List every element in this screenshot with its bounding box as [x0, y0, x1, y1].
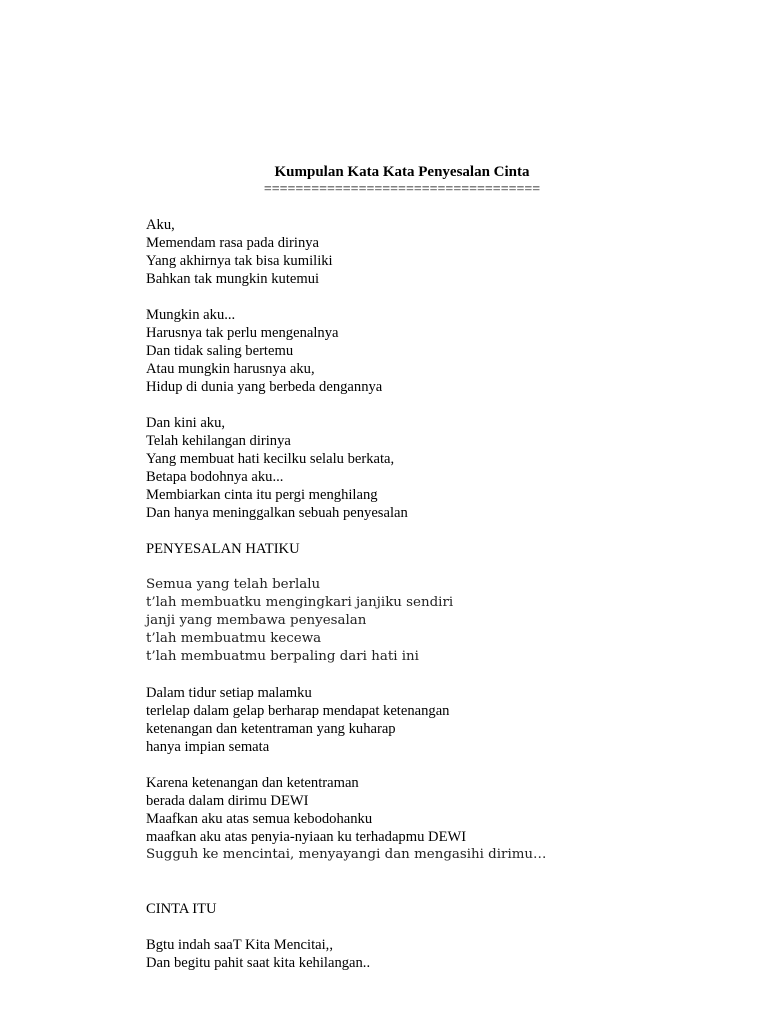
poem-line: Maafkan aku atas semua kebodohanku — [146, 811, 373, 827]
poem-line: hanya impian semata — [146, 739, 270, 755]
poem-line: Atau mungkin harusnya aku, — [146, 361, 315, 377]
poem-line: Aku, — [146, 217, 175, 233]
poem-line: Membiarkan cinta itu pergi menghilang — [146, 487, 378, 503]
section-heading-label: PENYESALAN HATIKU — [146, 541, 300, 557]
stanza — [146, 576, 706, 666]
document-title: Kumpulan Kata Kata Penyesalan Cinta — [274, 164, 530, 180]
poem-line: maafkan aku atas penyia-nyiaan ku terhadapmu DEWI — [146, 829, 467, 845]
poem-line: janji yang membawa penyesalan — [146, 613, 367, 628]
poem-line: Memendam rasa pada dirinya — [146, 235, 320, 251]
title-divider: =================================== — [263, 182, 541, 197]
stanza — [146, 306, 706, 396]
poem-line: Betapa bodohnya aku... — [146, 469, 284, 485]
section-heading — [146, 900, 706, 918]
stanza — [146, 216, 706, 288]
poem-line: Bahkan tak mungkin kutemui — [146, 271, 320, 287]
section-heading-label: CINTA ITU — [146, 901, 217, 917]
poem-line: Mungkin aku... — [146, 307, 236, 323]
poem-line: Dan tidak saling bertemu — [146, 343, 294, 359]
poem-line: ketenangan dan ketentraman yang kuharap — [146, 721, 396, 737]
poem-line: Bgtu indah saaT Kita Mencitai,, — [146, 937, 333, 953]
poem-line: t’lah membuatku mengingkari janjiku sendiri — [146, 595, 454, 610]
poem-line: Dalam tidur setiap malamku — [146, 685, 312, 701]
poem-line: Harusnya tak perlu mengenalnya — [146, 325, 339, 341]
poem-line: Karena ketenangan dan ketentraman — [146, 775, 359, 791]
poem-line: Hidup di dunia yang berbeda dengannya — [146, 379, 383, 395]
stanza — [146, 414, 706, 522]
poem-line: Telah kehilangan dirinya — [146, 433, 291, 449]
poem-line: Dan kini aku, — [146, 415, 226, 431]
poem-line: Semua yang telah berlalu — [146, 577, 321, 592]
poem-body — [146, 216, 706, 972]
poem-line: Dan begitu pahit saat kita kehilangan.. — [146, 955, 371, 971]
poem-line: terlelap dalam gelap berharap mendapat ketenangan — [146, 703, 450, 719]
poem-line: berada dalam dirimu DEWI — [146, 793, 309, 809]
stanza — [146, 774, 706, 864]
stanza — [146, 936, 706, 972]
section-heading — [146, 540, 706, 558]
poem-line: Yang membuat hati kecilku selalu berkata, — [146, 451, 395, 467]
poem-line: Yang akhirnya tak bisa kumiliki — [146, 253, 333, 269]
poem-line: t’lah membuatmu kecewa — [146, 631, 322, 646]
stanza — [146, 684, 706, 756]
poem-line: Dan hanya meninggalkan sebuah penyesalan — [146, 505, 408, 521]
poem-line: Sugguh ke mencintai, menyayangi dan mengasihi dirimu… — [146, 847, 547, 862]
poem-line: t’lah membuatmu berpaling dari hati ini — [146, 649, 419, 664]
